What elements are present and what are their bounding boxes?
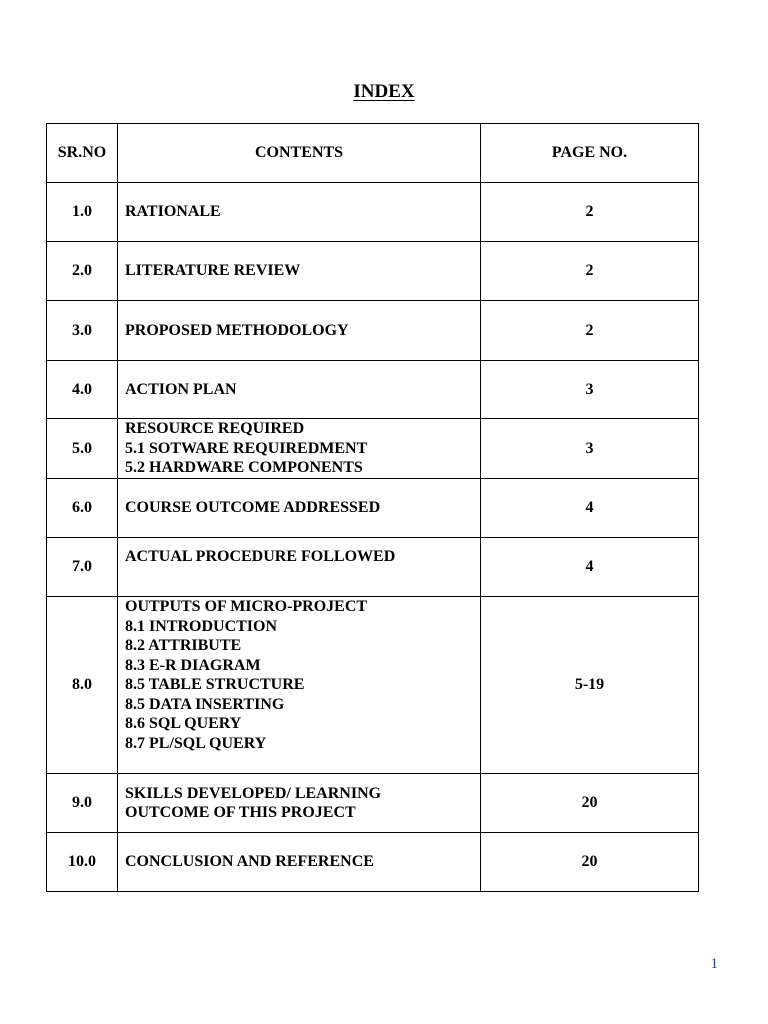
- row-contents: [118, 479, 481, 538]
- contents-line: ACTION PLAN: [125, 380, 237, 398]
- row-page: 5-19: [481, 597, 699, 774]
- row-page: 2: [481, 183, 699, 242]
- contents-line: ACTUAL PROCEDURE FOLLOWED: [125, 548, 396, 565]
- contents-line: 5.1 SOTWARE REQUIREDMENT: [125, 439, 368, 457]
- row-srno: 5.0: [47, 419, 118, 479]
- row-contents: [118, 538, 481, 597]
- row-srno: 2.0: [47, 242, 118, 301]
- row-srno: 1.0: [47, 183, 118, 242]
- contents-line: 8.6 SQL QUERY: [125, 715, 242, 732]
- header-page-no: PAGE NO.: [481, 124, 699, 183]
- contents-line: OUTCOME OF THIS PROJECT: [125, 804, 356, 821]
- index-title: INDEX: [353, 81, 415, 102]
- index-table: [46, 123, 699, 892]
- contents-line: COURSE OUTCOME ADDRESSED: [125, 499, 381, 517]
- page-number: 1: [710, 956, 718, 972]
- row-contents: [118, 419, 481, 479]
- row-contents: [118, 183, 481, 242]
- row-page: 2: [481, 242, 699, 301]
- row-page: 3: [481, 361, 699, 419]
- table-row: [47, 479, 699, 538]
- contents-line: 8.3 E-R DIAGRAM: [125, 656, 261, 674]
- row-page: 4: [481, 479, 699, 538]
- row-srno: 7.0: [47, 538, 118, 597]
- row-srno: 4.0: [47, 361, 118, 419]
- table-row: [47, 301, 699, 361]
- header-contents: CONTENTS: [118, 124, 481, 183]
- table-row: [47, 183, 699, 242]
- contents-line: RATIONALE: [125, 203, 221, 221]
- row-contents: [118, 833, 481, 892]
- row-srno: 3.0: [47, 301, 118, 361]
- row-page: 3: [481, 419, 699, 479]
- row-srno: 8.0: [47, 597, 118, 774]
- contents-line: 5.2 HARDWARE COMPONENTS: [125, 459, 363, 477]
- row-srno: 10.0: [47, 833, 118, 892]
- contents-line: OUTPUTS OF MICRO-PROJECT: [125, 598, 368, 615]
- row-contents: [118, 361, 481, 419]
- row-srno: 6.0: [47, 479, 118, 538]
- contents-line: 8.2 ATTRIBUTE: [125, 637, 242, 654]
- table-row: [47, 833, 699, 892]
- row-contents: [118, 774, 481, 833]
- row-page: 20: [481, 833, 699, 892]
- table-row: [47, 419, 699, 479]
- contents-line: PROPOSED METHODOLOGY: [125, 321, 349, 339]
- table-row: [47, 774, 699, 833]
- table-row: [47, 361, 699, 419]
- row-page: 4: [481, 538, 699, 597]
- contents-line: 8.1 INTRODUCTION: [125, 617, 278, 635]
- table-header-row: [47, 124, 699, 183]
- header-srno: SR.NO: [47, 124, 118, 183]
- table-row: [47, 242, 699, 301]
- table-row: [47, 538, 699, 597]
- row-page: 20: [481, 774, 699, 833]
- contents-line: LITERATURE REVIEW: [125, 262, 301, 280]
- table-row: [47, 597, 699, 774]
- row-page: 2: [481, 301, 699, 361]
- row-srno: 9.0: [47, 774, 118, 833]
- contents-line: RESOURCE REQUIRED: [125, 420, 305, 438]
- contents-line: 8.5 DATA INSERTING: [125, 695, 285, 713]
- row-contents: [118, 597, 481, 774]
- contents-line: CONCLUSION AND REFERENCE: [125, 853, 374, 871]
- row-contents: [118, 242, 481, 301]
- row-contents: [118, 301, 481, 361]
- contents-line: 8.5 TABLE STRUCTURE: [125, 676, 305, 693]
- contents-line: SKILLS DEVELOPED/ LEARNING: [125, 784, 382, 802]
- contents-line: 8.7 PL/SQL QUERY: [125, 734, 267, 752]
